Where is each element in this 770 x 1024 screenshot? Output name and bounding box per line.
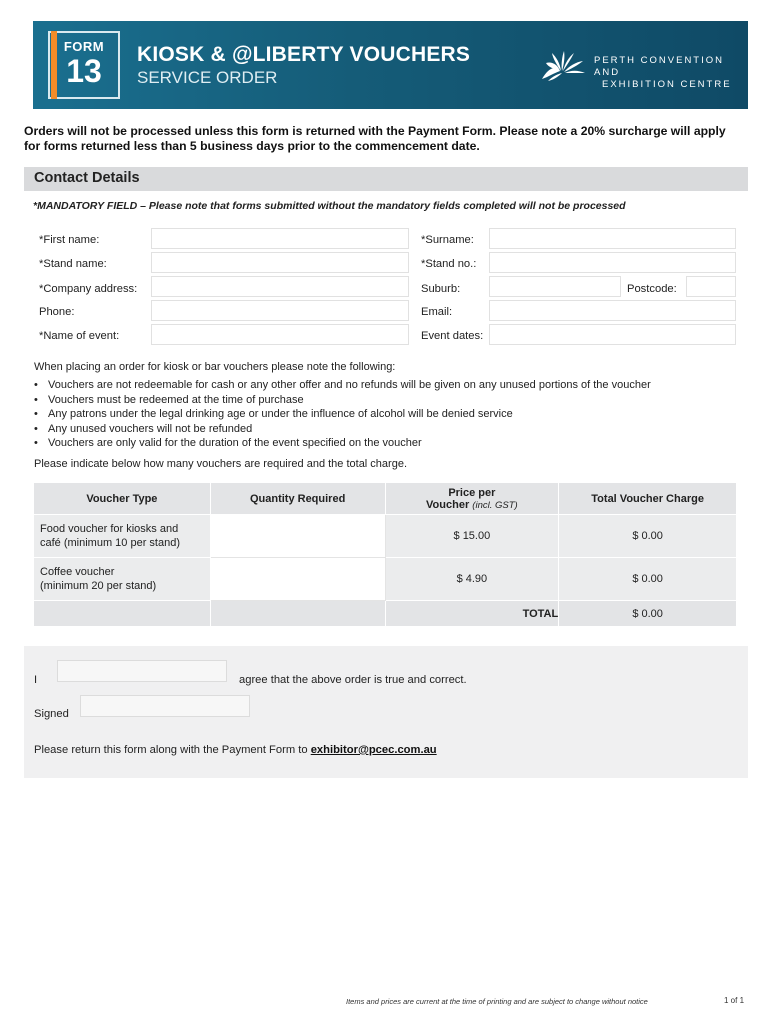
indicate-instruction: Please indicate below how many vouchers are required and the total charge. (34, 458, 408, 470)
first-name-field[interactable] (151, 228, 409, 249)
voucher-type-cell (34, 515, 211, 558)
price-cell: $ 4.90 (385, 558, 559, 601)
col-quantity: Quantity Required (210, 483, 385, 515)
list-item: • Vouchers must be redeemed at the time of purchase (34, 393, 651, 408)
agree-i-label: I (34, 674, 38, 686)
price-header-line2 (386, 499, 559, 511)
company-address-label: *Company address: (39, 283, 138, 295)
return-text: Please return this form along with the Payment Form to (34, 744, 311, 756)
postcode-field[interactable] (686, 276, 736, 297)
organisation-name (594, 55, 748, 91)
coffee-quantity-input[interactable] (210, 558, 385, 601)
list-item: • Vouchers are not redeemable for cash or any other offer and no refunds will be given on any unused portions of the voucher (34, 378, 651, 393)
charge-cell: $ 0.00 (559, 558, 737, 601)
price-header-voucher: Voucher (426, 498, 470, 511)
contact-heading: Contact Details (34, 170, 140, 186)
total-label: TOTAL (385, 601, 559, 627)
signature-field[interactable] (80, 695, 250, 717)
footer-note: Items and prices are current at the time of printing and are subject to change without notice (346, 997, 648, 1006)
postcode-label: Postcode: (627, 283, 677, 295)
event-name-label: *Name of event: (39, 330, 120, 342)
org-line-2: EXHIBITION CENTRE (602, 79, 732, 90)
event-dates-field[interactable] (489, 324, 736, 345)
total-spacer (210, 601, 385, 627)
page-number: 1 of 1 (724, 996, 745, 1005)
form-subtitle: SERVICE ORDER (137, 68, 278, 87)
stand-name-field[interactable] (151, 252, 409, 273)
suburb-label: Suburb: (421, 283, 461, 295)
col-total-charge: Total Voucher Charge (559, 483, 737, 515)
form-number-badge (48, 31, 120, 99)
pcec-logo-icon (538, 49, 588, 85)
submission-notice: Orders will not be processed unless this form is returned with the Payment Form. Please note a 20% surcharge will apply for forms returned less than 5 business days prior to the commencement date. (24, 124, 726, 153)
table-header-row (34, 483, 737, 515)
mandatory-note: *MANDATORY FIELD – Please note that forms submitted without the mandatory fields completed will not be processed (33, 200, 626, 212)
food-quantity-input[interactable] (210, 515, 385, 558)
col-price (385, 483, 559, 515)
event-name-field[interactable] (151, 324, 409, 345)
event-dates-label: Event dates: (421, 330, 484, 342)
voucher-type-line2: (minimum 20 per stand) (40, 580, 157, 592)
signed-label: Signed (34, 708, 69, 720)
email-label: Email: (421, 306, 453, 318)
agree-statement: agree that the above order is true and correct. (239, 674, 467, 686)
stand-no-field[interactable] (489, 252, 736, 273)
stand-no-label: *Stand no.: (421, 258, 477, 270)
company-address-field[interactable] (151, 276, 409, 297)
first-name-label: *First name: (39, 234, 100, 246)
list-item: • Any patrons under the legal drinking age or under the influence of alcohol will be denied service (34, 407, 651, 422)
voucher-type-cell (34, 558, 211, 601)
list-item: • Any unused vouchers will not be refunded (34, 422, 651, 437)
org-line-1: PERTH CONVENTION AND (594, 55, 725, 78)
suburb-field[interactable] (489, 276, 621, 297)
return-instruction (34, 744, 437, 756)
surname-field[interactable] (489, 228, 736, 249)
form-header (33, 21, 748, 109)
total-row (34, 601, 737, 627)
col-voucher-type: Voucher Type (34, 483, 211, 515)
voucher-type-line2: café (minimum 10 per stand) (40, 537, 180, 549)
total-spacer (34, 601, 211, 627)
voucher-table (33, 482, 737, 627)
price-header-note: (incl. GST) (472, 499, 518, 511)
surname-label: *Surname: (421, 234, 474, 246)
agree-name-field[interactable] (57, 660, 227, 682)
list-item: • Vouchers are only valid for the duration of the event specified on the voucher (34, 436, 651, 451)
agreement-panel (24, 646, 748, 778)
voucher-type-line1: Food voucher for kiosks and (40, 523, 179, 535)
total-value: $ 0.00 (559, 601, 737, 627)
exhibitor-email-link[interactable]: exhibitor@pcec.com.au (310, 744, 437, 756)
price-cell: $ 15.00 (385, 515, 559, 558)
contact-section-header (24, 167, 748, 191)
charge-cell: $ 0.00 (559, 515, 737, 558)
email-field[interactable] (489, 300, 736, 321)
voucher-rules-list (34, 378, 651, 451)
voucher-type-line1: Coffee voucher (40, 566, 115, 578)
form-number: 13 (66, 53, 102, 89)
table-row (34, 515, 737, 558)
form-label: FORM (63, 39, 105, 54)
price-header-line1: Price per (448, 486, 496, 499)
table-row (34, 558, 737, 601)
accent-bar (51, 31, 57, 99)
phone-field[interactable] (151, 300, 409, 321)
rules-intro: When placing an order for kiosk or bar vouchers please note the following: (34, 361, 396, 373)
form-title: KIOSK & @LIBERTY VOUCHERS (137, 43, 471, 66)
phone-label: Phone: (39, 306, 75, 318)
stand-name-label: *Stand name: (39, 258, 107, 270)
